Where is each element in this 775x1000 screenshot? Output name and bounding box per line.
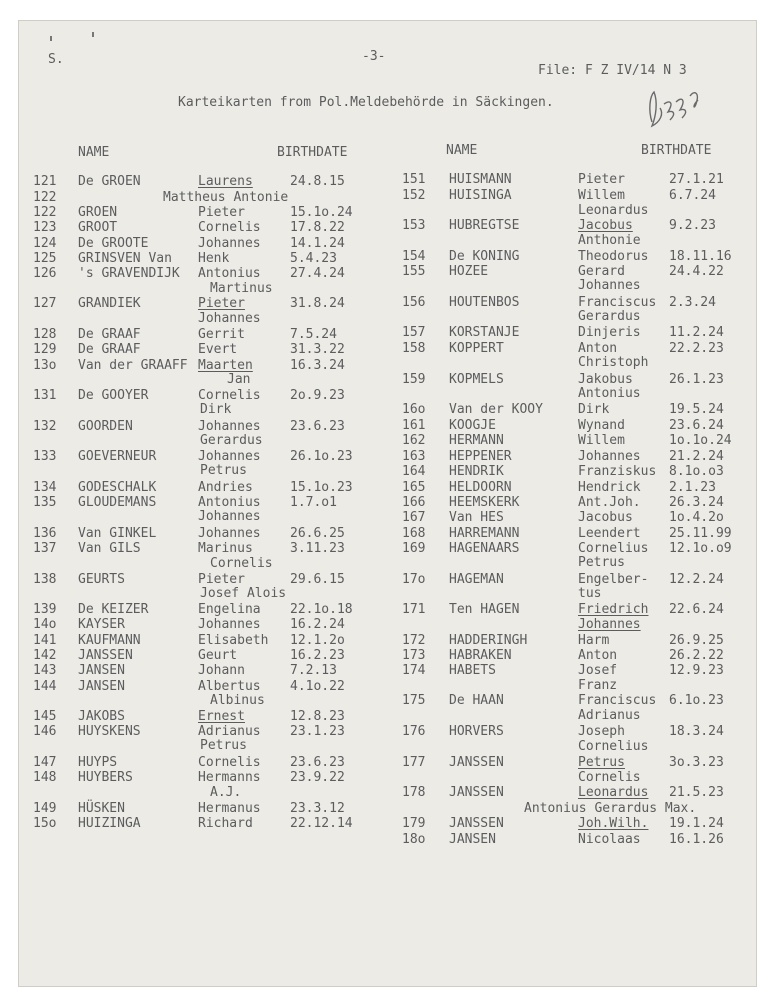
entry-number: 158 [402,341,426,356]
entry-given-name: Laurens [198,174,253,189]
entry-given-name: Engelber- [578,572,649,587]
entry-birthdate: 7.2.13 [290,663,337,678]
entry-number: 136 [33,526,57,541]
entry-number: 137 [33,541,57,556]
entry-given-name: Petrus [578,755,625,770]
entry-birthdate: 26.1.23 [669,372,724,387]
entry-given-name: Ernest [198,709,245,724]
continuation-line: Josef Alois [200,586,287,601]
entry-birthdate: 11.2.24 [669,325,724,340]
entry-given-name: Pieter [578,172,625,187]
entry-given-name: Johannes [198,526,261,541]
entry-surname: HERMANN [449,433,504,448]
continuation-line: Mattheus Antonie [163,190,289,205]
continuation-line: Antonius Gerardus Max. [524,801,697,816]
continuation-line: Dirk [200,402,232,417]
entry-given-name: Adrianus [198,724,261,739]
entry-number: 139 [33,602,57,617]
entry-birthdate: 12.2.24 [669,572,724,587]
entry-birthdate: 31.3.22 [290,342,345,357]
entry-number: 178 [402,785,426,800]
entry-number: 13o [33,358,57,373]
entry-birthdate: 16.3.24 [290,358,345,373]
entry-given-name: Hermanus [198,801,261,816]
entry-birthdate: 19.1.24 [669,816,724,831]
entry-given-name: Franciscus [578,693,657,708]
entry-birthdate: 2o.9.23 [290,388,345,403]
entry-birthdate: 9.2.23 [669,218,716,233]
entry-number: 17o [402,572,426,587]
entry-surname: GRANDIEK [78,296,141,311]
entry-number: 177 [402,755,426,770]
entry-number: 154 [402,249,426,264]
entry-given-name: Jacobus [578,218,633,233]
continuation-line: Adrianus [578,708,641,723]
entry-number: 129 [33,342,57,357]
entry-number: 168 [402,526,426,541]
entry-surname: HUISMANN [449,172,512,187]
entry-birthdate: 12.1o.o9 [669,541,732,556]
entry-number: 124 [33,236,57,251]
entry-given-name: Johannes [198,617,261,632]
entry-birthdate: 26.9.25 [669,633,724,648]
entry-surname: HEPPENER [449,449,512,464]
entry-birthdate: 24.8.15 [290,174,345,189]
entry-surname: GOORDEN [78,419,133,434]
entry-surname: HOUTENBOS [449,295,520,310]
entry-birthdate: 23.9.22 [290,770,345,785]
entry-surname: De HAAN [449,693,504,708]
entry-surname: GLOUDEMANS [78,495,157,510]
entry-given-name: Johannes [198,449,261,464]
entry-surname: HAGENAARS [449,541,520,556]
entry-number: 165 [402,480,426,495]
entry-number: 176 [402,724,426,739]
entry-given-name: Leonardus [578,785,649,800]
left-name-header: NAME [78,145,110,160]
entry-birthdate: 26.2.22 [669,648,724,663]
continuation-line: Gerardus [578,309,641,324]
entry-surname: Van GILS [78,541,141,556]
entry-birthdate: 23.6.23 [290,755,345,770]
entry-birthdate: 22.6.24 [669,602,724,617]
continuation-line: Johannes [198,509,261,524]
entry-number: 127 [33,296,57,311]
entry-surname: JANSEN [78,679,125,694]
entry-given-name: Wynand [578,418,625,433]
entry-number: 172 [402,633,426,648]
entry-given-name: Willem [578,433,625,448]
entry-given-name: Evert [198,342,238,357]
right-birthdate-header: BIRTHDATE [641,143,712,158]
entry-birthdate: 23.3.12 [290,801,345,816]
entry-birthdate: 7.5.24 [290,327,337,342]
entry-surname: HABETS [449,663,496,678]
punch-mark [92,32,94,37]
entry-surname: De KONING [449,249,520,264]
handwritten-mark [630,82,710,142]
entry-given-name: Jakobus [578,372,633,387]
entry-number: 133 [33,449,57,464]
entry-number: 171 [402,602,426,617]
entry-given-name: Pieter [198,572,245,587]
entry-surname: Ten HAGEN [449,602,520,617]
entry-birthdate: 12.1.2o [290,633,345,648]
entry-number: 173 [402,648,426,663]
entry-surname: JANSEN [449,832,496,847]
continuation-line: tus [578,586,602,601]
entry-birthdate: 3o.3.23 [669,755,724,770]
entry-given-name: Franciscus [578,295,657,310]
entry-surname: HABRAKEN [449,648,512,663]
entry-birthdate: 29.6.15 [290,572,345,587]
entry-birthdate: 6.1o.23 [669,693,724,708]
entry-number: 162 [402,433,426,448]
entry-number: 15o [33,816,57,831]
entry-given-name: Willem [578,188,625,203]
continuation-line: Franz [578,678,618,693]
entry-birthdate: 23.6.24 [669,418,724,433]
entry-surname: 's GRAVENDIJK [78,266,180,281]
entry-number: 142 [33,648,57,663]
entry-surname: JANSSEN [449,816,504,831]
entry-surname: De KEIZER [78,602,149,617]
entry-surname: JAKOBS [78,709,125,724]
entry-given-name: Cornelis [198,388,261,403]
entry-surname: KAUFMANN [78,633,141,648]
entry-surname: GODESCHALK [78,480,157,495]
entry-number: 163 [402,449,426,464]
entry-surname: HARREMANN [449,526,520,541]
entry-number: 146 [33,724,57,739]
entry-number: 157 [402,325,426,340]
continuation-line: Cornelius [578,739,649,754]
entry-surname: De GRAAF [78,342,141,357]
entry-given-name: Friedrich [578,602,649,617]
entry-number: 122 [33,190,57,205]
continuation-line: Johannes [578,278,641,293]
entry-number: 122 [33,205,57,220]
entry-given-name: Leendert [578,526,641,541]
entry-surname: KORSTANJE [449,325,520,340]
page-number: -3- [362,49,386,64]
entry-surname: KOOGJE [449,418,496,433]
entry-given-name: Geurt [198,648,238,663]
continuation-line: Petrus [578,555,625,570]
continuation-line: Antonius [578,386,641,401]
entry-birthdate: 22.2.23 [669,341,724,356]
entry-number: 14o [33,617,57,632]
entry-birthdate: 26.6.25 [290,526,345,541]
entry-number: 145 [33,709,57,724]
continuation-line: Albinus [210,693,265,708]
continuation-line: Christoph [578,355,649,370]
entry-surname: HAGEMAN [449,572,504,587]
entry-given-name: Johannes [578,449,641,464]
right-name-header: NAME [446,143,478,158]
continuation-line: A.J. [210,785,242,800]
entry-surname: HEEMSKERK [449,495,520,510]
entry-number: 121 [33,174,57,189]
entry-given-name: Dirk [578,402,610,417]
corner-letter: S. [48,52,64,67]
entry-surname: HORVERS [449,724,504,739]
entry-number: 126 [33,266,57,281]
entry-surname: De GOOYER [78,388,149,403]
entry-surname: HUYBERS [78,770,133,785]
entry-given-name: Cornelis [198,220,261,235]
entry-surname: De GRAAF [78,327,141,342]
entry-surname: De GROEN [78,174,141,189]
entry-number: 153 [402,218,426,233]
entry-birthdate: 23.6.23 [290,419,345,434]
entry-surname: De GROOTE [78,236,149,251]
entry-number: 141 [33,633,57,648]
entry-given-name: Antonius [198,495,261,510]
entry-number: 143 [33,663,57,678]
entry-given-name: Jacobus [578,510,633,525]
entry-number: 174 [402,663,426,678]
entry-given-name: Anton [578,341,618,356]
entry-birthdate: 18.3.24 [669,724,724,739]
entry-given-name: Hermanns [198,770,261,785]
entry-given-name: Nicolaas [578,832,641,847]
entry-birthdate: 26.1o.23 [290,449,353,464]
entry-surname: HUISINGA [449,188,512,203]
entry-surname: GOEVERNEUR [78,449,157,464]
entry-birthdate: 3.11.23 [290,541,345,556]
entry-given-name: Cornelius [578,541,649,556]
entry-surname: KAYSER [78,617,125,632]
entry-birthdate: 1o.1o.24 [669,433,732,448]
entry-birthdate: 22.12.14 [290,816,353,831]
entry-number: 125 [33,251,57,266]
entry-surname: Van GINKEL [78,526,157,541]
entry-number: 151 [402,172,426,187]
entry-birthdate: 16.1.26 [669,832,724,847]
entry-number: 161 [402,418,426,433]
entry-number: 147 [33,755,57,770]
entry-number: 123 [33,220,57,235]
entry-birthdate: 5.4.23 [290,251,337,266]
entry-given-name: Hendrick [578,480,641,495]
entry-given-name: Dinjeris [578,325,641,340]
entry-birthdate: 23.1.23 [290,724,345,739]
entry-surname: KOPPERT [449,341,504,356]
entry-surname: JANSSEN [449,755,504,770]
entry-birthdate: 1.7.o1 [290,495,337,510]
punch-mark [50,36,52,41]
entry-surname: HADDERINGH [449,633,528,648]
continuation-line: Leonardus [578,203,649,218]
entry-given-name: Antonius [198,266,261,281]
entry-birthdate: 25.11.99 [669,526,732,541]
entry-birthdate: 18.11.16 [669,249,732,264]
continuation-line: Petrus [200,738,247,753]
entry-surname: HUYSKENS [78,724,141,739]
continuation-line: Johannes [578,617,641,632]
entry-given-name: Cornelis [198,755,261,770]
entry-number: 156 [402,295,426,310]
entry-surname: JANSSEN [78,648,133,663]
entry-given-name: Pieter [198,205,245,220]
entry-surname: Van HES [449,510,504,525]
entry-number: 152 [402,188,426,203]
entry-number: 18o [402,832,426,847]
entry-surname: GROOT [78,220,118,235]
entry-given-name: Johannes [198,419,261,434]
entry-surname: Van der GRAAFF [78,358,188,373]
entry-birthdate: 16.2.23 [290,648,345,663]
entry-number: 149 [33,801,57,816]
continuation-line: Cornelis [210,556,273,571]
entry-number: 132 [33,419,57,434]
entry-birthdate: 22.1o.18 [290,602,353,617]
entry-surname: JANSEN [78,663,125,678]
entry-surname: GRINSVEN Van [78,251,172,266]
entry-number: 134 [33,480,57,495]
entry-birthdate: 27.1.21 [669,172,724,187]
entry-surname: KOPMELS [449,372,504,387]
continuation-line: Martinus [210,281,273,296]
entry-number: 164 [402,464,426,479]
entry-surname: GROEN [78,205,118,220]
entry-given-name: Pieter [198,296,245,311]
entry-surname: HÜSKEN [78,801,125,816]
continuation-line: Jan [227,372,251,387]
entry-given-name: Theodorus [578,249,649,264]
entry-given-name: Joh.Wilh. [578,816,649,831]
entry-given-name: Johann [198,663,245,678]
entry-number: 148 [33,770,57,785]
entry-given-name: Harm [578,633,610,648]
entry-surname: HUBREGTSE [449,218,520,233]
continuation-line: Petrus [200,463,247,478]
entry-number: 135 [33,495,57,510]
entry-birthdate: 15.1o.23 [290,480,353,495]
file-reference: File: F Z IV/14 N 3 [538,63,687,78]
entry-given-name: Elisabeth [198,633,269,648]
entry-birthdate: 12.8.23 [290,709,345,724]
entry-given-name: Maarten [198,358,253,373]
entry-given-name: Richard [198,816,253,831]
entry-surname: HUIZINGA [78,816,141,831]
entry-birthdate: 15.1o.24 [290,205,353,220]
continuation-line: Cornelis [578,770,641,785]
entry-given-name: Anton [578,648,618,663]
entry-given-name: Josef [578,663,618,678]
entry-birthdate: 17.8.22 [290,220,345,235]
entry-birthdate: 27.4.24 [290,266,345,281]
entry-surname: HENDRIK [449,464,504,479]
entry-given-name: Joseph [578,724,625,739]
entry-number: 166 [402,495,426,510]
entry-birthdate: 8.1o.o3 [669,464,724,479]
entry-birthdate: 6.7.24 [669,188,716,203]
continuation-line: Gerardus [200,433,263,448]
continuation-line: Anthonie [578,233,641,248]
entry-number: 128 [33,327,57,342]
entry-number: 167 [402,510,426,525]
entry-surname: HUYPS [78,755,118,770]
entry-birthdate: 4.1o.22 [290,679,345,694]
entry-birthdate: 16.2.24 [290,617,345,632]
entry-given-name: Engelina [198,602,261,617]
document-title: Karteikarten from Pol.Meldebehörde in Säckingen. [178,95,554,110]
entry-birthdate: 12.9.23 [669,663,724,678]
entry-birthdate: 26.3.24 [669,495,724,510]
entry-birthdate: 21.2.24 [669,449,724,464]
entry-given-name: Andries [198,480,253,495]
entry-surname: GEURTS [78,572,125,587]
entry-given-name: Ant.Joh. [578,495,641,510]
entry-birthdate: 14.1.24 [290,236,345,251]
entry-birthdate: 19.5.24 [669,402,724,417]
left-birthdate-header: BIRTHDATE [277,145,348,160]
entry-given-name: Gerard [578,264,625,279]
entry-surname: Van der KOOY [449,402,543,417]
entry-given-name: Johannes [198,236,261,251]
entry-given-name: Marinus [198,541,253,556]
entry-number: 155 [402,264,426,279]
entry-birthdate: 21.5.23 [669,785,724,800]
entry-birthdate: 31.8.24 [290,296,345,311]
entry-number: 179 [402,816,426,831]
entry-number: 16o [402,402,426,417]
entry-birthdate: 24.4.22 [669,264,724,279]
entry-number: 159 [402,372,426,387]
entry-surname: HELDOORN [449,480,512,495]
entry-given-name: Albertus [198,679,261,694]
entry-given-name: Gerrit [198,327,245,342]
entry-number: 138 [33,572,57,587]
entry-birthdate: 2.1.23 [669,480,716,495]
entry-number: 175 [402,693,426,708]
entry-given-name: Henk [198,251,230,266]
entry-birthdate: 2.3.24 [669,295,716,310]
entry-number: 169 [402,541,426,556]
entry-surname: JANSSEN [449,785,504,800]
entry-surname: HOZEE [449,264,489,279]
entry-given-name: Franziskus [578,464,657,479]
entry-number: 144 [33,679,57,694]
entry-birthdate: 1o.4.2o [669,510,724,525]
continuation-line: Johannes [198,311,261,326]
entry-number: 131 [33,388,57,403]
